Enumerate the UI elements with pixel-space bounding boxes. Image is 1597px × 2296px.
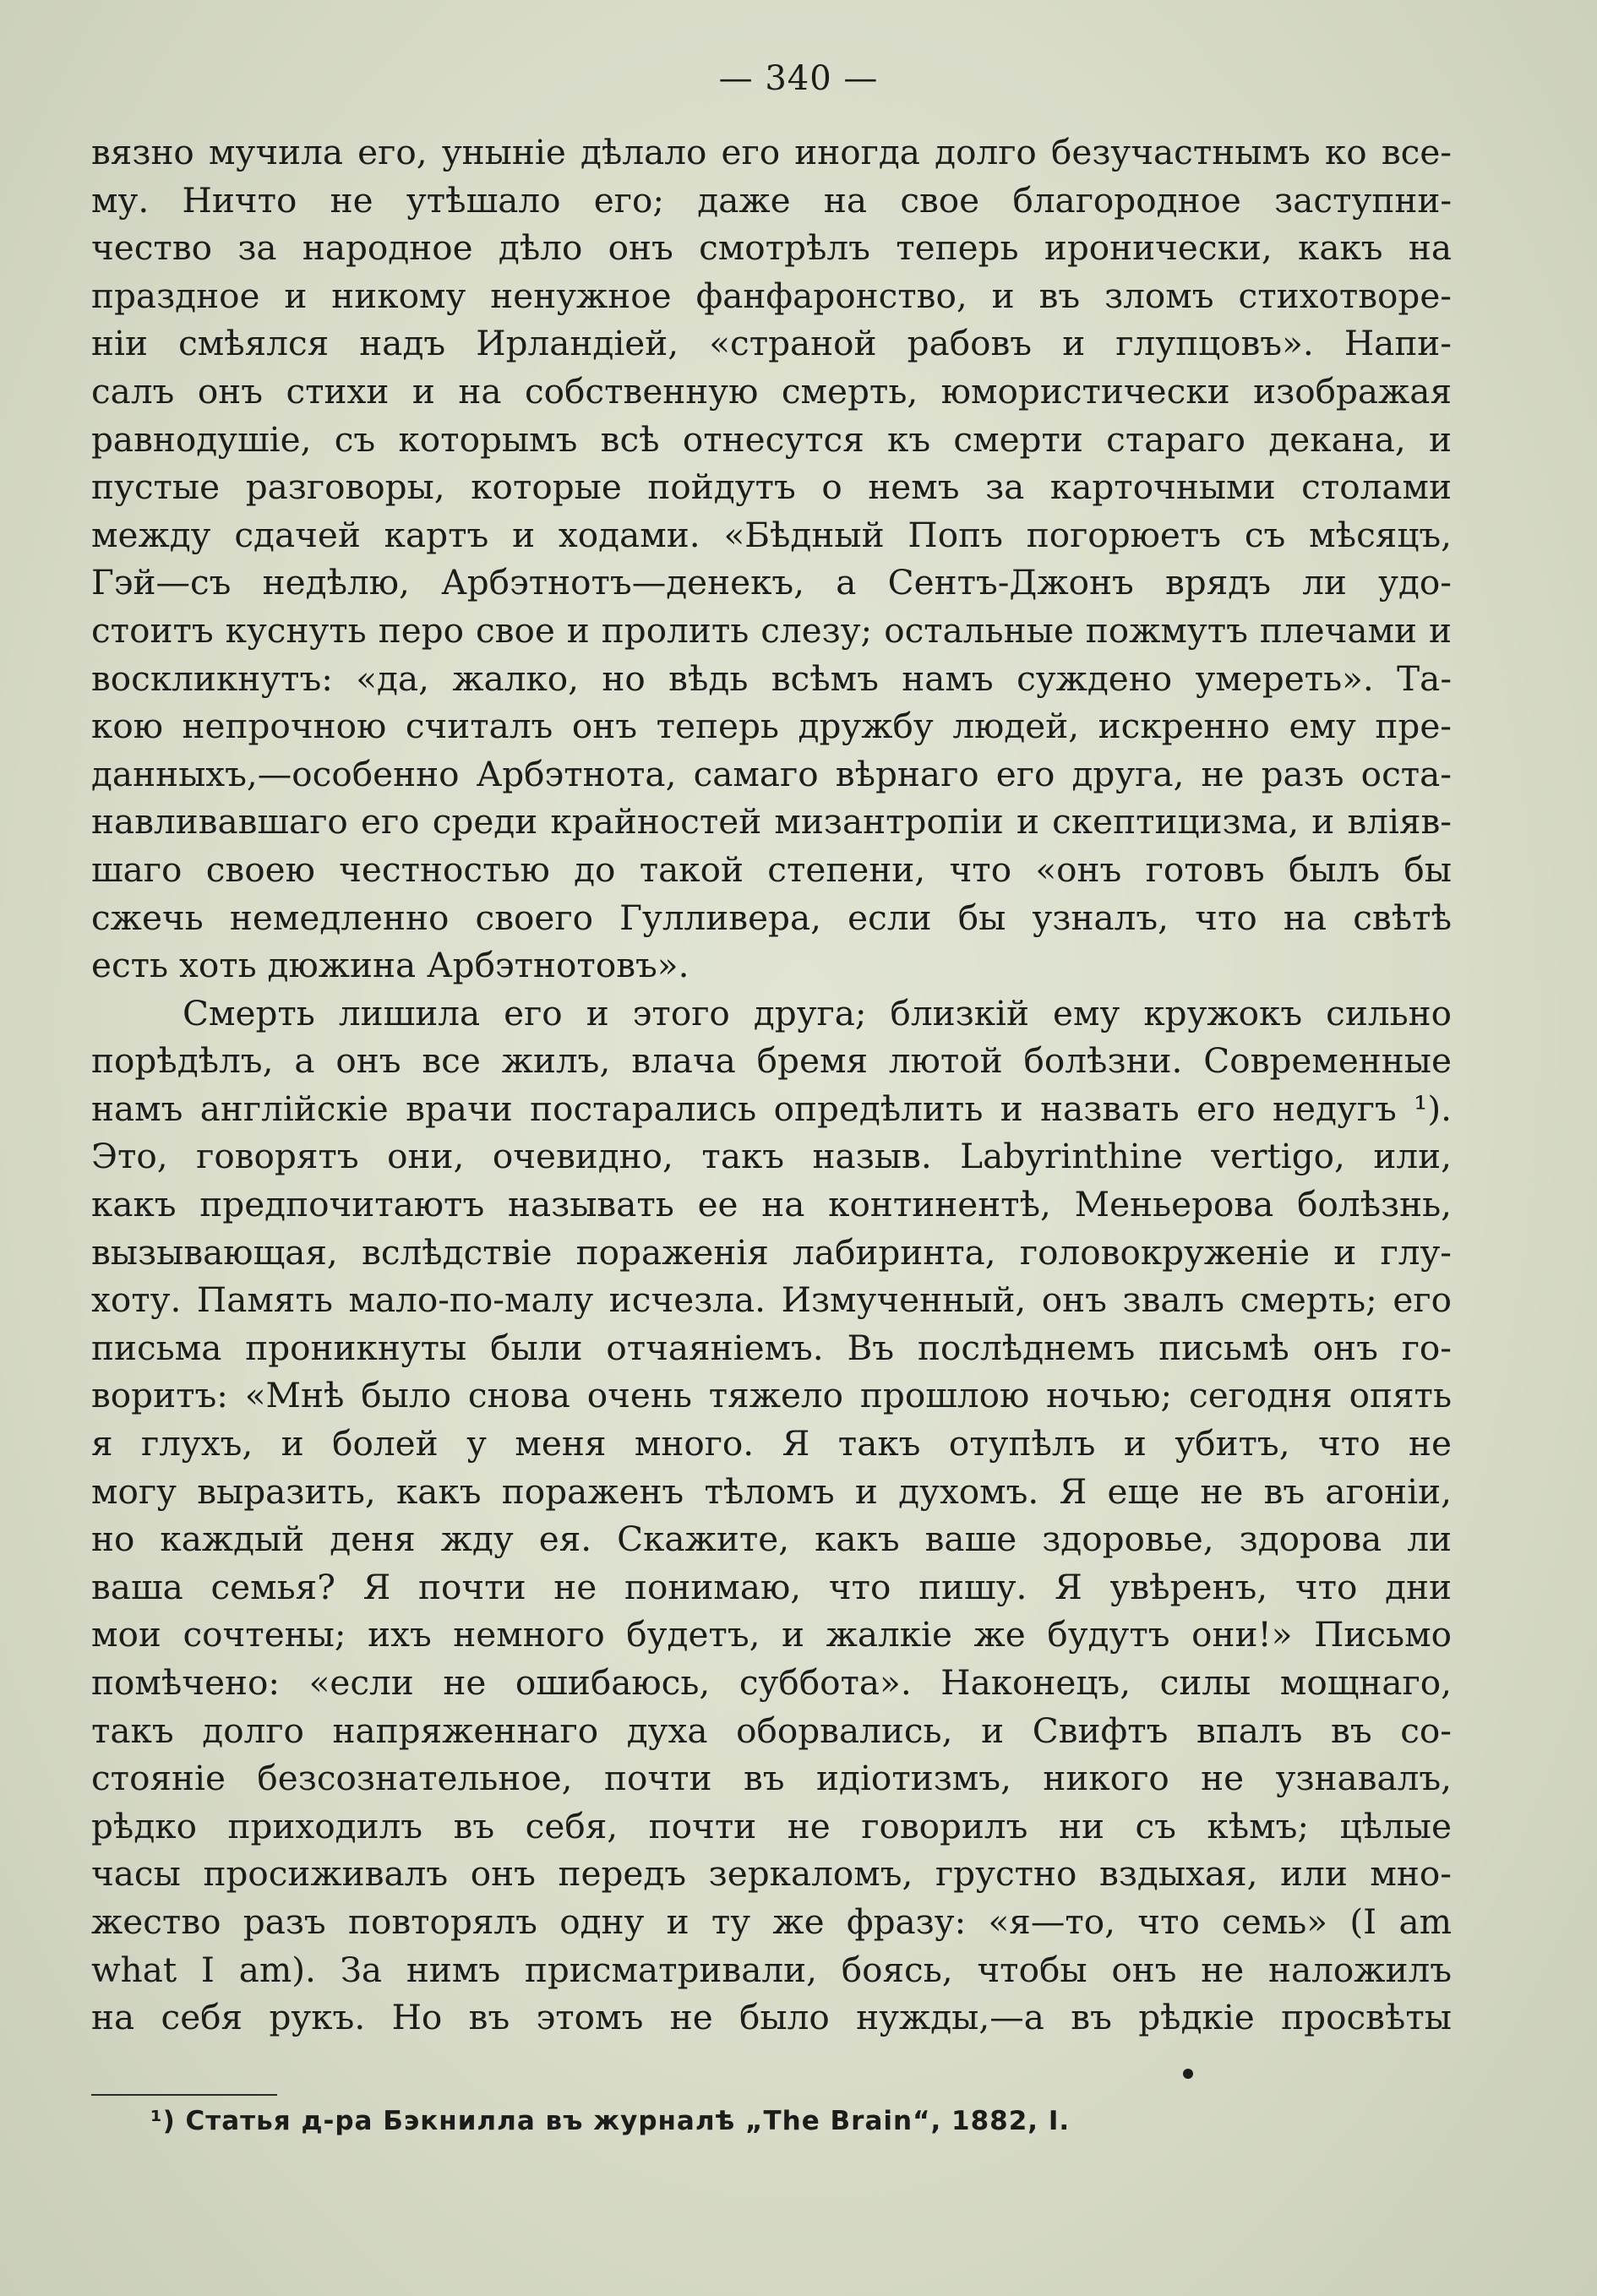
text-line: шаго своею честностью до такой степени, что «онъ готовъ былъ бы — [91, 848, 1452, 890]
text-line: жество разъ повторялъ одну и ту же фразу: «я—то, что семь» (I am — [91, 1901, 1452, 1942]
text-line: какъ предпочитаютъ называть ее на континентѣ, Меньерова болѣзнь, — [91, 1184, 1452, 1225]
text-line: стоянiе безсознательное, почти въ идiотизмъ, никого не узнавалъ, — [91, 1758, 1452, 1799]
text-line: но каждый деня жду ея. Скажите, какъ ваше здоровье, здорова ли — [91, 1519, 1452, 1560]
footnote-divider — [91, 2094, 277, 2096]
text-line: есть хоть дюжина Арбэтнотовъ». — [91, 945, 689, 986]
text-line: я глухъ, и болей у меня много. Я такъ отупѣлъ и убитъ, что не — [91, 1423, 1452, 1464]
text-line: часы просиживалъ онъ передъ зеркаломъ, грустно вздыхая, или мно- — [91, 1853, 1452, 1895]
text-line: му. Ничто не утѣшало его; даже на свое благородное заступни- — [91, 179, 1452, 221]
text-line: воритъ: «Мнѣ было снова очень тяжело прошлою ночью; сегодня опять — [91, 1375, 1452, 1416]
text-line: между сдачей картъ и ходами. «Бѣдный Попъ погорюетъ съ мѣсяцъ, — [91, 514, 1452, 555]
text-line: такъ долго напряженнаго духа оборвались, и Свифтъ впалъ въ со- — [91, 1710, 1452, 1751]
footnote: ¹) Статья д-ра Бэкнилла въ журналѣ „The Brain“, 1882, I. — [150, 2106, 1071, 2136]
text-line: на себя рукъ. Но въ этомъ не было нужды,—а въ рѣдкiе просвѣты — [91, 1997, 1452, 2038]
text-line: Это, говорятъ они, очевидно, такъ назыв. Labyrinthine vertigo, или, — [91, 1136, 1452, 1177]
text-line: пустые разговоры, которые пойдутъ о немъ за карточными столами — [91, 466, 1452, 508]
text-line: рѣдко приходилъ въ себя, почти не говорилъ ни съ кѣмъ; цѣлые — [91, 1805, 1452, 1846]
text-line: намъ англiйскiе врачи постарались опредѣлить и назвать его недугъ ¹). — [91, 1088, 1452, 1129]
text-line: ваша семья? Я почти не понимаю, что пишу. Я увѣренъ, что дни — [91, 1566, 1452, 1607]
text-line: Смерть лишила его и этого друга; близкiй ему кружокъ сильно — [183, 992, 1452, 1033]
page-number: — 340 — — [718, 59, 879, 98]
text-line: могу выразить, какъ пораженъ тѣломъ и духомъ. Я еще не въ агонiи, — [91, 1470, 1452, 1512]
body-text — [91, 128, 1452, 2042]
text-line: салъ онъ стихи и на собственную смерть, юмористически изображая — [91, 370, 1452, 412]
text-line: кою непрочною считалъ онъ теперь дружбу людей, искренно ему пре- — [91, 706, 1452, 747]
text-line: праздное и никому ненужное фанфаронство, и въ зломъ стихотворе- — [91, 275, 1452, 316]
text-line: мои сочтены; ихъ немного будетъ, и жалкiе же будутъ они!» Письмо — [91, 1614, 1452, 1655]
text-line: стоитъ куснуть перо свое и пролить слезу; остальные пожмутъ плечами и — [91, 609, 1452, 651]
text-line: вызывающая, вслѣдствiе пораженiя лабиринта, головокруженiе и глу- — [91, 1231, 1452, 1273]
text-line: навливавшаго его среди крайностей мизантропiи и скептицизма, и влiяв- — [91, 801, 1452, 843]
text-line: данныхъ,—особенно Арбэтнота, самаго вѣрнаго его друга, не разъ оста- — [91, 753, 1452, 794]
text-line: воскликнутъ: «да, жалко, но вѣдь всѣмъ намъ суждено умереть». Та- — [91, 657, 1452, 699]
text-line: нiи смѣялся надъ Ирландiей, «страной рабовъ и глупцовъ». Напи- — [91, 323, 1452, 364]
text-line: what I am). За нимъ присматривали, боясь, чтобы онъ не наложилъ — [91, 1949, 1452, 1990]
text-line: вязно мучила его, унынiе дѣлало его иногда долго безучастнымъ ко все- — [91, 132, 1452, 172]
text-line: Гэй—съ недѣлю, Арбэтнотъ—денекъ, а Сентъ-Джонъ врядъ ли удо- — [91, 562, 1452, 603]
text-line: хоту. Память мало-по-малу исчезла. Измученный, онъ звалъ смерть; его — [91, 1279, 1452, 1321]
text-line: равнодушiе, съ которымъ всѣ отнесутся къ смерти стараго декана, и — [91, 418, 1452, 460]
text-line: сжечь немедленно своего Гулливера, если бы узналъ, что на свѣтѣ — [91, 897, 1452, 938]
ink-speck — [1183, 2069, 1193, 2079]
text-line: чество за народное дѣло онъ смотрѣлъ теперь иронически, какъ на — [91, 227, 1452, 269]
text-line: порѣдѣлъ, а онъ все жилъ, влача бремя лютой болѣзни. Современные — [91, 1040, 1452, 1082]
text-line: помѣчено: «если не ошибаюсь, суббота». Наконецъ, силы мощнаго, — [91, 1662, 1452, 1703]
text-line: письма проникнуты были отчаянiемъ. Въ послѣднемъ письмѣ онъ го- — [91, 1327, 1452, 1368]
